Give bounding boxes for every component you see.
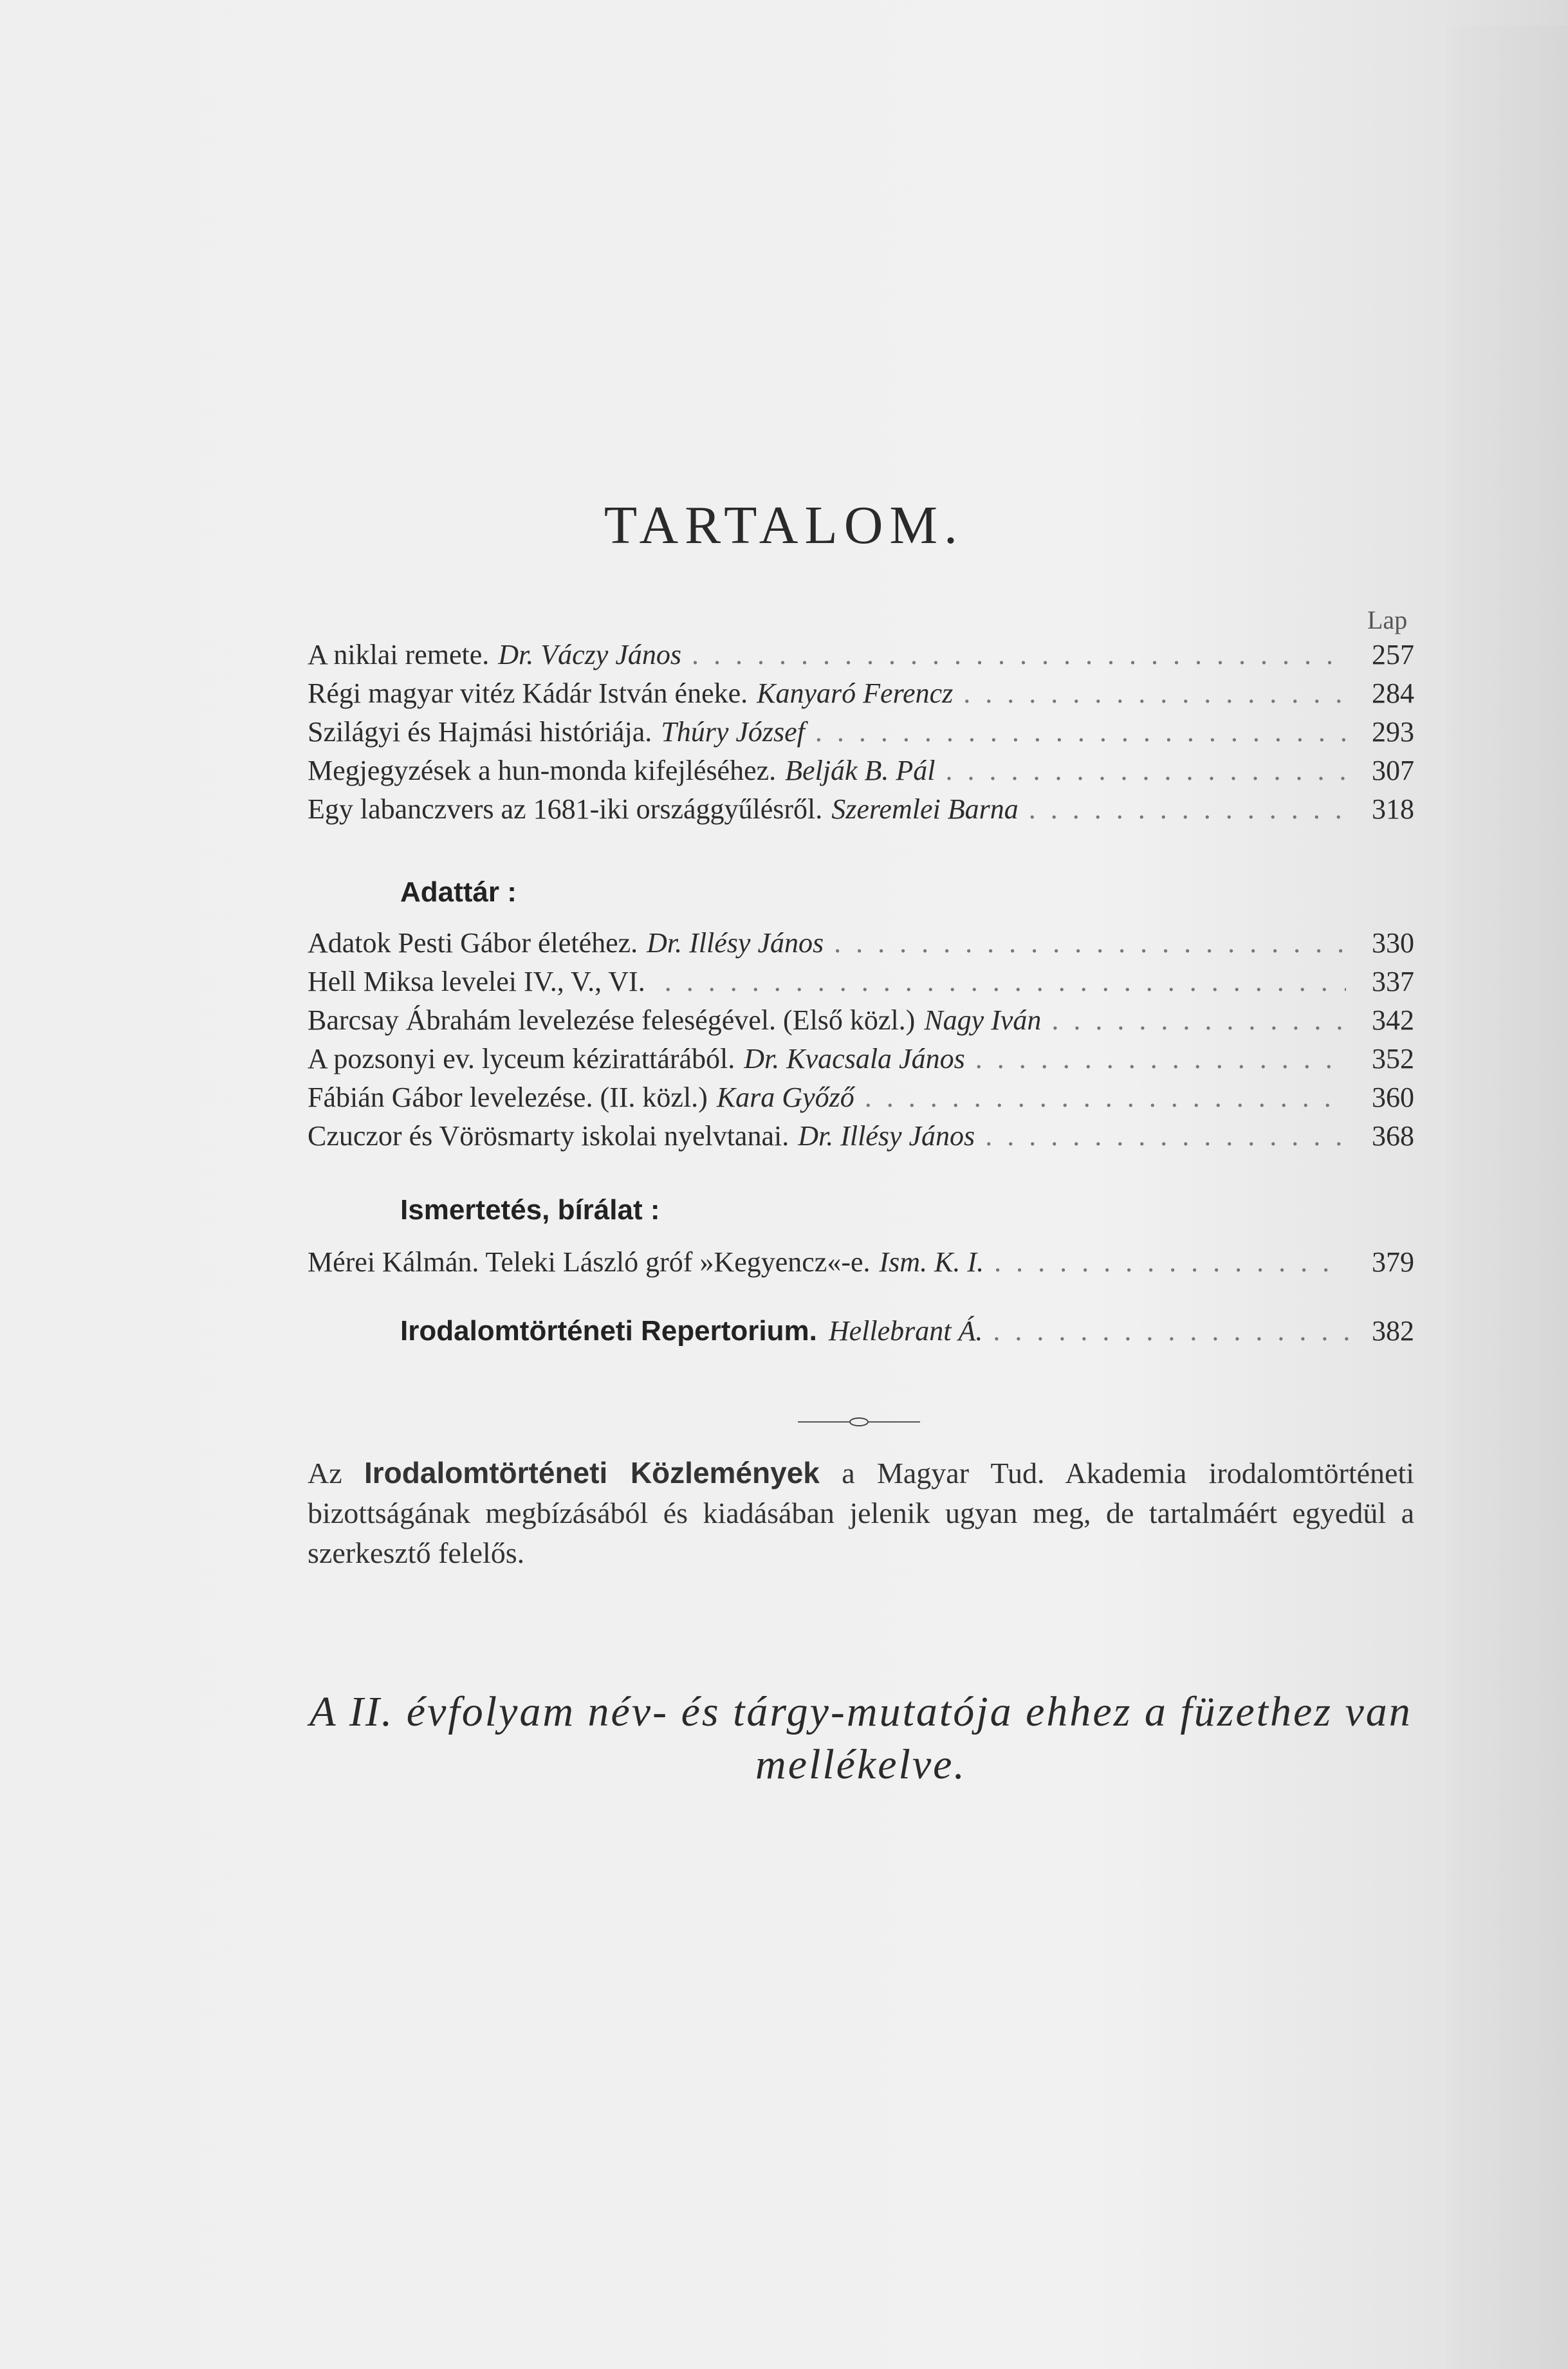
binding-shadow: [1446, 26, 1568, 2369]
entry-author: Belják B. Pál: [785, 755, 936, 786]
toc-entry: [308, 754, 1414, 793]
entry-title: A pozsonyi ev. lyceum kézirattárából.: [308, 1043, 735, 1074]
entry-title: Szilágyi és Hajmási históriája.: [308, 716, 652, 748]
entry-author: Hellebrant Á.: [828, 1315, 983, 1347]
dot-leader: [815, 715, 1346, 748]
entry-title: Egy labanczvers az 1681-iki országgyűlésről.: [308, 793, 823, 825]
entry-page: 318: [1372, 793, 1414, 825]
toc-entry: [308, 1042, 1414, 1081]
entry-author: Dr. Illésy János: [647, 927, 824, 959]
entry-page: 284: [1372, 678, 1414, 709]
dot-leader: [665, 965, 1346, 998]
entry-page: 307: [1372, 755, 1414, 786]
dot-leader: [994, 1246, 1346, 1278]
entry-author: Dr. Váczy János: [498, 639, 681, 670]
entry-author: Kara Győző: [716, 1082, 854, 1113]
entry-author: Dr. Kvacsala János: [744, 1043, 965, 1074]
entry-title: Hell Miksa levelei IV., V., VI.: [308, 966, 645, 997]
toc-entry: [308, 965, 1414, 1004]
dot-leader: [963, 677, 1346, 710]
toc-entry: [308, 926, 1414, 965]
repertorium-entry: [400, 1314, 1414, 1353]
entry-author: Thúry József: [661, 716, 805, 748]
entry-page: 382: [1372, 1315, 1414, 1347]
section-heading-adattar: Adattár :: [400, 876, 517, 908]
divider-ornament: [798, 1414, 920, 1430]
entry-page: 360: [1372, 1082, 1414, 1113]
toc-entry: [308, 1081, 1414, 1120]
dot-leader: [1051, 1004, 1346, 1037]
toc-entry: [308, 793, 1414, 831]
toc-entry: [308, 715, 1414, 754]
toc-entry: [308, 677, 1414, 715]
entry-page: 330: [1372, 927, 1414, 959]
toc-entry: [308, 1246, 1414, 1284]
entry-page: 342: [1372, 1004, 1414, 1036]
entry-title: Fábián Gábor levelezése. (II. közl.): [308, 1082, 708, 1113]
entry-title: Megjegyzések a hun-monda kifejléséhez.: [308, 755, 777, 786]
entry-page: 257: [1372, 639, 1414, 670]
entry-page: 368: [1372, 1120, 1414, 1152]
entry-title: Czuczor és Vörösmarty iskolai nyelvtanai.: [308, 1120, 789, 1152]
entry-author: Szeremlei Barna: [831, 793, 1019, 825]
entry-title: Barcsay Ábrahám levelezése feleségével. (Első közl.): [308, 1004, 916, 1036]
entry-title: Adatok Pesti Gábor életéhez.: [308, 927, 638, 959]
note-journal-name: Irodalomtörténeti Közlemények: [364, 1456, 820, 1489]
page-title: TARTALOM.: [604, 495, 964, 555]
dot-leader: [692, 638, 1346, 671]
entry-author: Kanyaró Ferencz: [757, 678, 954, 709]
repertorium-heading: Irodalomtörténeti Repertorium.: [400, 1315, 817, 1347]
entry-page: 379: [1372, 1246, 1414, 1278]
entry-page: 352: [1372, 1043, 1414, 1074]
toc-entry: [308, 1004, 1414, 1042]
dot-leader: [993, 1314, 1361, 1347]
note-prefix: Az: [308, 1457, 342, 1489]
entry-author: Dr. Illésy János: [798, 1120, 975, 1152]
entry-title: Régi magyar vitéz Kádár István éneke.: [308, 678, 748, 709]
dot-leader: [975, 1042, 1346, 1075]
publisher-note: [308, 1453, 1414, 1573]
dot-leader: [946, 754, 1346, 787]
entry-author: Nagy Iván: [924, 1004, 1042, 1036]
entry-title: A niklai remete.: [308, 639, 490, 670]
entry-author: Ism. K. I.: [879, 1246, 984, 1278]
closing-note: A II. évfolyam név- és tárgy-mutatója ehhez a füzethez van mellékelve.: [309, 1688, 1412, 1788]
entry-page: 337: [1372, 966, 1414, 997]
note-text: a Magyar Tud. Akademia irodalomtörténeti bizottságának megbízásából és kiadásában jelenik ugyan meg, de tartalmáért egyedül a szerkesztő felelős.: [308, 1457, 1415, 1569]
entry-title: Mérei Kálmán. Teleki László gróf »Kegyencz«-e.: [308, 1246, 871, 1278]
page-column-label: Lap: [1367, 605, 1408, 634]
section-heading-ismertetes: Ismertetés, bírálat :: [400, 1194, 660, 1226]
dot-leader: [1029, 793, 1346, 825]
toc-entry: [308, 638, 1414, 677]
dot-leader: [865, 1081, 1346, 1114]
toc-entry: [308, 1120, 1414, 1158]
entry-page: 293: [1372, 716, 1414, 748]
dot-leader: [985, 1120, 1346, 1152]
dot-leader: [834, 926, 1346, 959]
